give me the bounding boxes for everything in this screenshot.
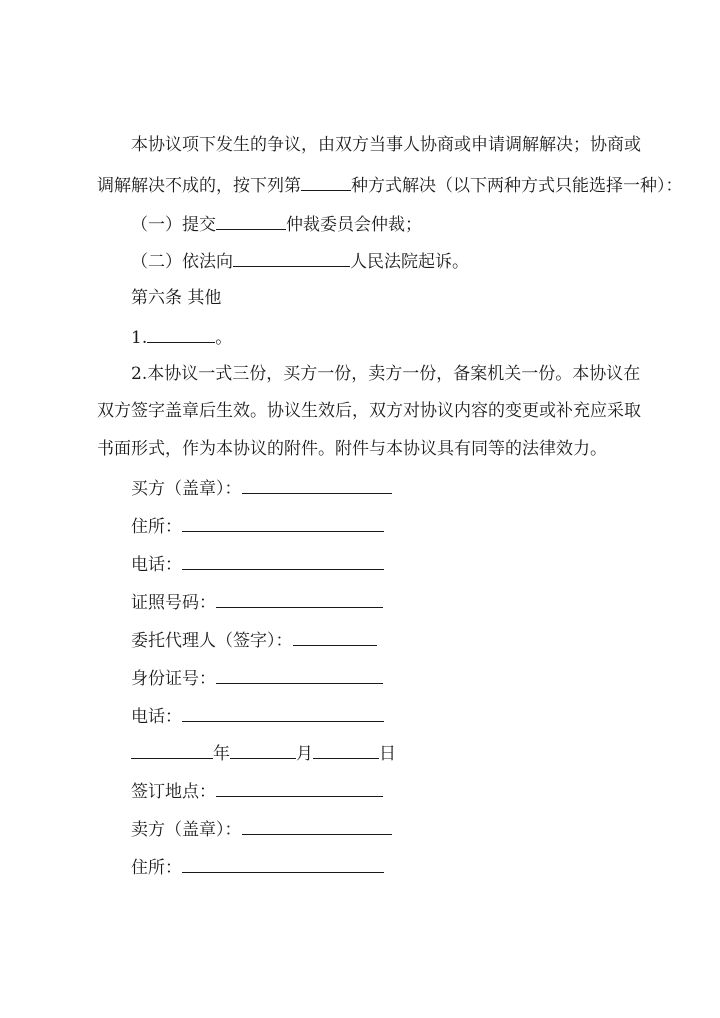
- seller-seal-label: 卖方（盖章）：: [131, 820, 242, 840]
- seller-address-row: [131, 855, 384, 877]
- buyer-agent-phone-blank[interactable]: [182, 704, 384, 722]
- buyer-agent-label: 委托代理人（签字）：: [131, 631, 293, 651]
- buyer-seal-row: [131, 476, 392, 498]
- item-1-blank[interactable]: [147, 325, 215, 343]
- option-arbitration: [131, 212, 422, 234]
- signing-place-row: [131, 779, 383, 801]
- seller-address-blank[interactable]: [182, 855, 384, 873]
- item-1-number: 1.: [131, 328, 148, 348]
- option-arbitration-suffix: 仲裁委员会仲裁；: [286, 215, 422, 235]
- buyer-seal-label: 买方（盖章）：: [131, 479, 242, 499]
- buyer-agent-id-row: [131, 666, 383, 688]
- buyer-agent-id-blank[interactable]: [216, 666, 383, 684]
- article-6-item-1: [131, 325, 232, 347]
- day-label: 日: [379, 744, 396, 764]
- buyer-id-blank[interactable]: [216, 590, 383, 608]
- buyer-agent-phone-label: 电话：: [131, 707, 182, 727]
- buyer-phone-label: 电话：: [131, 555, 182, 575]
- buyer-address-blank[interactable]: [182, 514, 384, 532]
- arbitration-committee-blank[interactable]: [216, 212, 286, 230]
- buyer-agent-row: [131, 628, 377, 650]
- year-label: 年: [213, 744, 230, 764]
- seller-seal-blank[interactable]: [242, 817, 392, 835]
- item-1-end-mark: 。: [215, 328, 233, 348]
- article-6-heading: 第六条 其他: [131, 288, 222, 308]
- day-blank[interactable]: [313, 741, 379, 759]
- buyer-phone-row: [131, 552, 384, 574]
- signing-place-label: 签订地点：: [131, 782, 216, 802]
- method-number-blank[interactable]: [301, 173, 351, 191]
- seller-seal-row: [131, 817, 392, 839]
- month-blank[interactable]: [230, 741, 296, 759]
- seller-address-label: 住所：: [131, 858, 182, 878]
- buyer-phone-blank[interactable]: [182, 552, 384, 570]
- dispute-line-2-text-b: 种方式解决（以下两种方式只能选择一种）：: [351, 176, 683, 196]
- court-name-blank[interactable]: [233, 249, 350, 267]
- buyer-address-row: [131, 514, 384, 536]
- signing-date-row: [131, 741, 396, 763]
- year-blank[interactable]: [131, 741, 213, 759]
- dispute-line-1: 本协议项下发生的争议，由双方当事人协商或申请调解解决；协商或: [131, 135, 641, 155]
- article-6-item-2-line-2: 双方签字盖章后生效。协议生效后，双方对协议内容的变更或补充应采取: [97, 401, 641, 421]
- buyer-agent-phone-row: [131, 704, 384, 726]
- option-arbitration-prefix: （一）提交: [131, 215, 216, 235]
- buyer-address-label: 住所：: [131, 517, 182, 537]
- buyer-id-row: [131, 590, 383, 612]
- buyer-id-label: 证照号码：: [131, 593, 216, 613]
- buyer-agent-blank[interactable]: [293, 628, 377, 646]
- month-label: 月: [296, 744, 313, 764]
- option-court-suffix: 人民法院起诉。: [350, 252, 469, 272]
- article-6-item-2-line-3: 书面形式，作为本协议的附件。附件与本协议具有同等的法律效力。: [97, 439, 607, 459]
- dispute-line-2-text-a: 调解解决不成的，按下列第: [97, 176, 301, 196]
- dispute-line-2: [97, 173, 683, 195]
- buyer-agent-id-label: 身份证号：: [131, 669, 216, 689]
- buyer-seal-blank[interactable]: [242, 476, 392, 494]
- signing-place-blank[interactable]: [216, 779, 383, 797]
- option-court: [131, 249, 469, 271]
- article-6-item-2-line-1: 2.本协议一式三份，买方一份，卖方一份，备案机关一份。本协议在: [131, 364, 641, 384]
- option-court-prefix: （二）依法向: [131, 252, 233, 272]
